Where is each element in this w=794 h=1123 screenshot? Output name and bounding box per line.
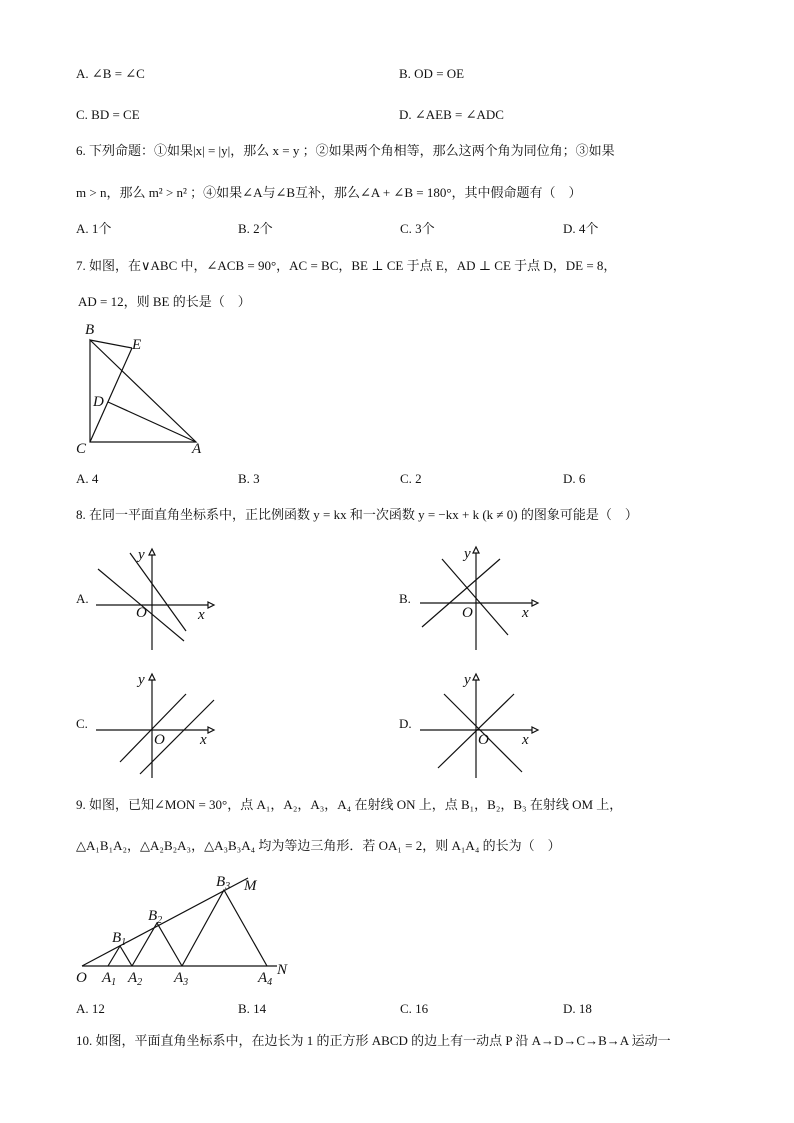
q6-option-a: A. 1个 [76, 221, 112, 236]
svg-text:N: N [277, 962, 288, 978]
q7-option-a: A. 4 [76, 471, 99, 486]
svg-text:y: y [138, 672, 145, 688]
svg-text:x: x [522, 732, 529, 748]
svg-text:O: O [462, 605, 473, 621]
q9-option-c: C. 16 [400, 1001, 429, 1016]
svg-text:O: O [154, 732, 165, 748]
line-y-kx [120, 694, 186, 762]
triangle-a1b1a2 [108, 946, 132, 966]
q9-stem-line1: 9. 如图，已知∠MON = 30°，点 A₁，A₂，A₃，A₄ 在射线 ON 上，点 B₁，B₂，B₃ 在射线 OM 上， [76, 797, 623, 812]
q9-option-b: B. 14 [238, 1001, 267, 1016]
q8-option-b: B. [399, 591, 411, 606]
svg-text:x: x [200, 732, 207, 748]
svg-text:A3: $A_3$ [174, 970, 189, 988]
q9-equilateral-triangles-figure [72, 870, 302, 992]
svg-text:O: O [478, 732, 489, 748]
q6-option-b: B. 2个 [238, 221, 273, 236]
line-y-kx [422, 559, 500, 627]
line-ad [108, 402, 196, 442]
q8-option-d: D. [399, 716, 412, 731]
label-c: C [76, 441, 87, 457]
q7-stem-line2: AD = 12，则 BE 的长是（ ） [78, 294, 251, 309]
q6-stem-line2: m > n，那么 m² > n² ；④如果∠A与∠B互补，那么∠A + ∠B = 180°，其中假命题有（ ） [76, 185, 582, 200]
q9-option-d: D. 18 [563, 1001, 592, 1016]
svg-text:B3: $B_3$ [216, 874, 231, 892]
svg-text:A4: $A_4$ [258, 970, 273, 988]
q8-option-a: A. [76, 591, 89, 606]
q7-option-b: B. 3 [238, 471, 260, 486]
svg-text:y: y [464, 672, 471, 688]
svg-text:x: x [522, 605, 529, 621]
q5-option-a: A. ∠B = ∠C [76, 66, 145, 81]
q9-option-a: A. 12 [76, 1001, 105, 1016]
q8-stem-line1: 8. 在同一平面直角坐标系中，正比例函数 y = kx 和一次函数 y = −kx + k (k ≠ 0) 的图象可能是（ ） [76, 507, 638, 522]
q7-triangle-figure [72, 318, 222, 460]
label-e: E [132, 337, 142, 353]
label-d: D [93, 394, 104, 410]
q5-option-d: D. ∠AEB = ∠ADC [399, 107, 504, 122]
q9-stem-line2: △A₁B₁A₂，△A₂B₂A₃，△A₃B₃A₄ 均为等边三角形．若 OA₁ = 2，则 A₁A₄ 的长为（ ） [76, 838, 561, 853]
q8-graph-b [414, 545, 544, 655]
svg-text:O: O [76, 970, 87, 986]
svg-text:A2: $A_2$ [128, 970, 143, 988]
triangle-a3b3a4 [182, 890, 267, 966]
q6-option-c: C. 3个 [400, 221, 435, 236]
label-a: A [192, 441, 202, 457]
q10-stem-line1: 10. 如图，平面直角坐标系中，在边长为 1 的正方形 ABCD 的边上有一动点 P 沿 A→D→C→B→A 运动一 [76, 1033, 671, 1048]
q5-option-c: C. BD = CE [76, 107, 140, 122]
q8-graph-a [90, 545, 220, 655]
svg-text:A1: $A_1$ [102, 970, 117, 988]
q8-graph-d [414, 670, 544, 782]
svg-text:B2: $B_2$ [148, 908, 163, 926]
svg-text:O: O [136, 605, 147, 621]
svg-text:M: M [244, 878, 257, 894]
label-b: B [85, 322, 95, 338]
q5-option-b: B. OD = OE [399, 66, 465, 81]
q6-option-d: D. 4个 [563, 221, 599, 236]
line-y-neg-kx-plus-k [442, 559, 508, 635]
q8-option-c: C. [76, 716, 88, 731]
q6-stem-line1: 6. 下列命题：①如果|x| = |y|，那么 x = y ；②如果两个角相等，那么这两个角为同位角；③如果 [76, 143, 615, 158]
q7-stem-line1: 7. 如图，在∨ABC 中，∠ACB = 90°，AC = BC，BE ⊥ CE 于点 E，AD ⊥ CE 于点 D，DE = 8， [76, 258, 617, 273]
q8-graph-c [90, 670, 220, 782]
q7-option-c: C. 2 [400, 471, 422, 486]
triangle-a2b2a3 [132, 923, 182, 966]
svg-text:B1: $B_1$ [112, 930, 127, 948]
svg-text:x: x [198, 607, 205, 623]
svg-text:y: y [464, 546, 471, 562]
svg-text:y: y [138, 547, 145, 563]
q7-option-d: D. 6 [563, 471, 586, 486]
triangle-abc [90, 340, 196, 442]
